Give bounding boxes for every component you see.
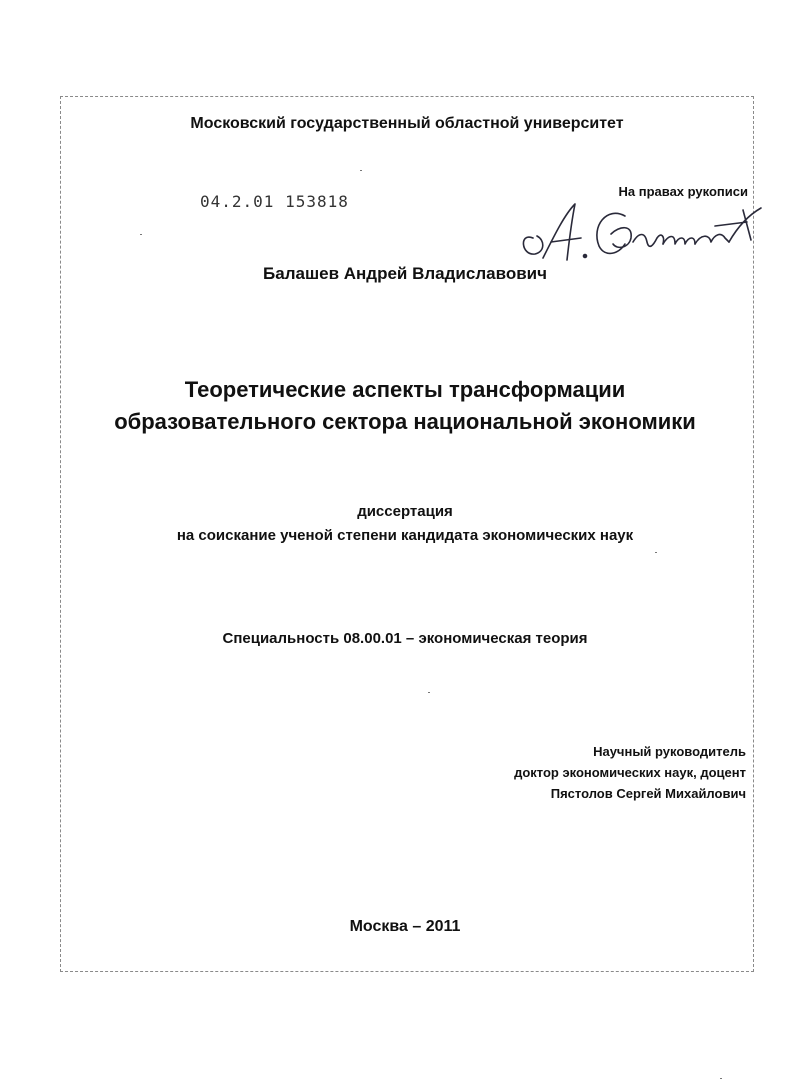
- manuscript-rights-label: На правах рукописи: [618, 184, 748, 199]
- supervisor-label: Научный руководитель: [593, 744, 746, 759]
- scan-speck: [428, 692, 430, 693]
- scan-speck: [720, 1078, 722, 1079]
- registration-number: 04.2.01 153818: [200, 192, 349, 211]
- author-name: Балашев Андрей Владиславович: [263, 264, 547, 283]
- supervisor-degree: доктор экономических наук, доцент: [514, 765, 746, 780]
- supervisor-name: Пястолов Сергей Михайлович: [550, 786, 746, 801]
- supervisor-block: [514, 741, 746, 804]
- city-year: Москва – 2011: [349, 918, 461, 935]
- specialty-line: Специальность 08.00.01 – экономическая теория: [222, 630, 588, 647]
- degree-line-2: на соискание ученой степени кандидата экономических наук: [176, 527, 634, 544]
- degree-statement: [10, 500, 792, 548]
- title-line-1: Теоретические аспекты трансформации: [184, 377, 626, 402]
- scan-speck: [655, 552, 657, 553]
- dissertation-title: [10, 374, 792, 438]
- scan-speck: [140, 234, 142, 235]
- scan-speck: [360, 170, 362, 171]
- title-line-2: образовательного сектора национальной экономики: [114, 409, 696, 434]
- degree-line-1: диссертация: [357, 503, 453, 520]
- handwritten-signature: [515, 198, 765, 266]
- university-name: Московский государственный областной университет: [190, 115, 624, 132]
